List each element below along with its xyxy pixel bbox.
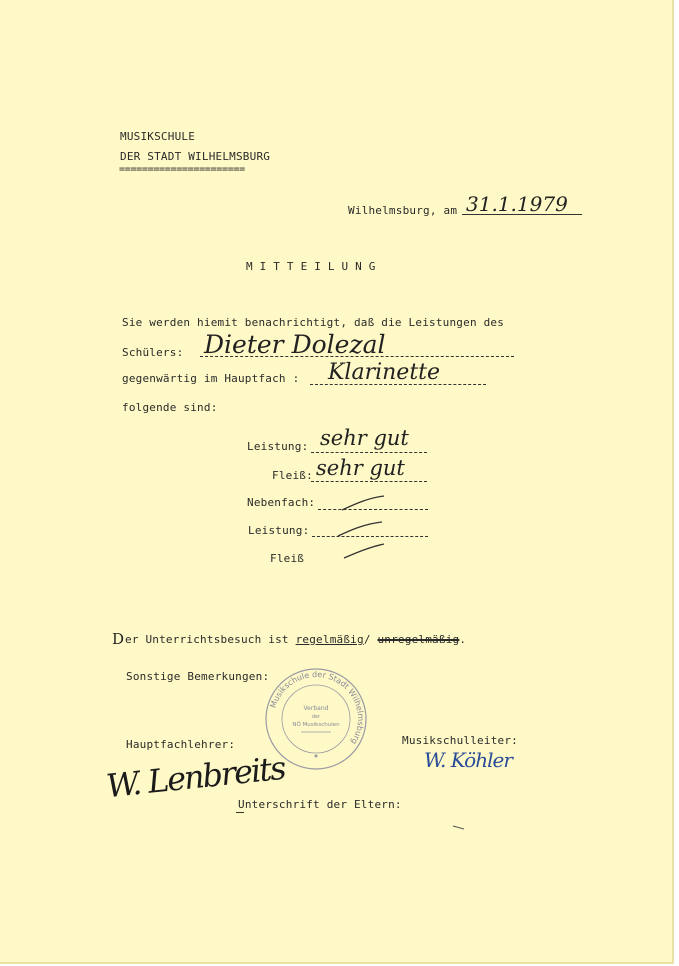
leistung1-value: sehr gut: [320, 426, 409, 450]
attendance-regular: regelmäßig: [295, 633, 364, 646]
header-underline: ======================: [119, 164, 245, 175]
closing-text: folgende sind:: [122, 401, 218, 414]
subject-value: Klarinette: [328, 360, 441, 385]
parents-label: Unterschrift der Eltern:: [238, 798, 402, 811]
attendance-end: .: [459, 633, 467, 646]
fleiss1-label: Fleiß:: [272, 469, 313, 482]
director-signature: W. Köhler: [424, 748, 512, 772]
date-line: [462, 214, 582, 215]
document-title: M I T T E I L U N G: [246, 260, 376, 273]
attendance-separator: /: [363, 633, 371, 646]
student-label: Schülers:: [122, 346, 184, 359]
subject-label: gegenwärtig im Hauptfach :: [122, 372, 300, 385]
stray-pen-mark: [452, 824, 466, 830]
date-prefix: Wilhelmsburg, am: [348, 204, 458, 217]
nebenfach-label: Nebenfach:: [247, 496, 316, 509]
school-name-line2: DER STADT WILHELMSBURG: [120, 150, 271, 163]
teacher-label: Hauptfachlehrer:: [126, 738, 236, 751]
stamp-outer-text: Musikschule der Stadt Wilhelmsburg: [268, 669, 366, 746]
attendance-text: [125, 633, 466, 646]
director-label: Musikschulleiter:: [402, 734, 518, 747]
leistung2-label: Leistung:: [248, 524, 310, 537]
fleiss1-line: [311, 481, 427, 482]
subject-line: [310, 384, 486, 385]
student-name-line: [200, 356, 514, 357]
teacher-signature: W. Lenbreits: [104, 748, 287, 806]
remarks-label: Sonstige Bemerkungen:: [126, 670, 270, 683]
parents-label-tick: [236, 812, 244, 813]
school-name-line1: MUSIKSCHULE: [120, 130, 196, 143]
attendance-irregular: unregelmäßig: [377, 633, 460, 646]
attendance-prefix: er Unterrichtsbesuch ist: [125, 633, 289, 646]
leistung2-dash-mark: [336, 520, 386, 540]
fleiss2-label: Fleiß: [270, 552, 305, 565]
leistung1-line: [311, 452, 427, 453]
stamp-center-line3: NÖ Musikschulen: [292, 722, 340, 728]
date-value: 31.1.1979: [466, 192, 568, 216]
intro-text: Sie werden hiemit benachrichtigt, daß die Leistungen des: [122, 316, 505, 329]
student-name: Dieter Dolezal: [204, 330, 386, 359]
fleiss1-value: sehr gut: [316, 456, 405, 480]
nebenfach-dash-mark: [340, 494, 390, 514]
fleiss2-dash-mark: [342, 543, 392, 563]
stamp-center-line2: der: [311, 714, 321, 720]
stamp-center-line1: Verband: [303, 705, 329, 712]
attendance-d-letter: D: [112, 630, 125, 648]
leistung1-label: Leistung:: [247, 440, 309, 453]
